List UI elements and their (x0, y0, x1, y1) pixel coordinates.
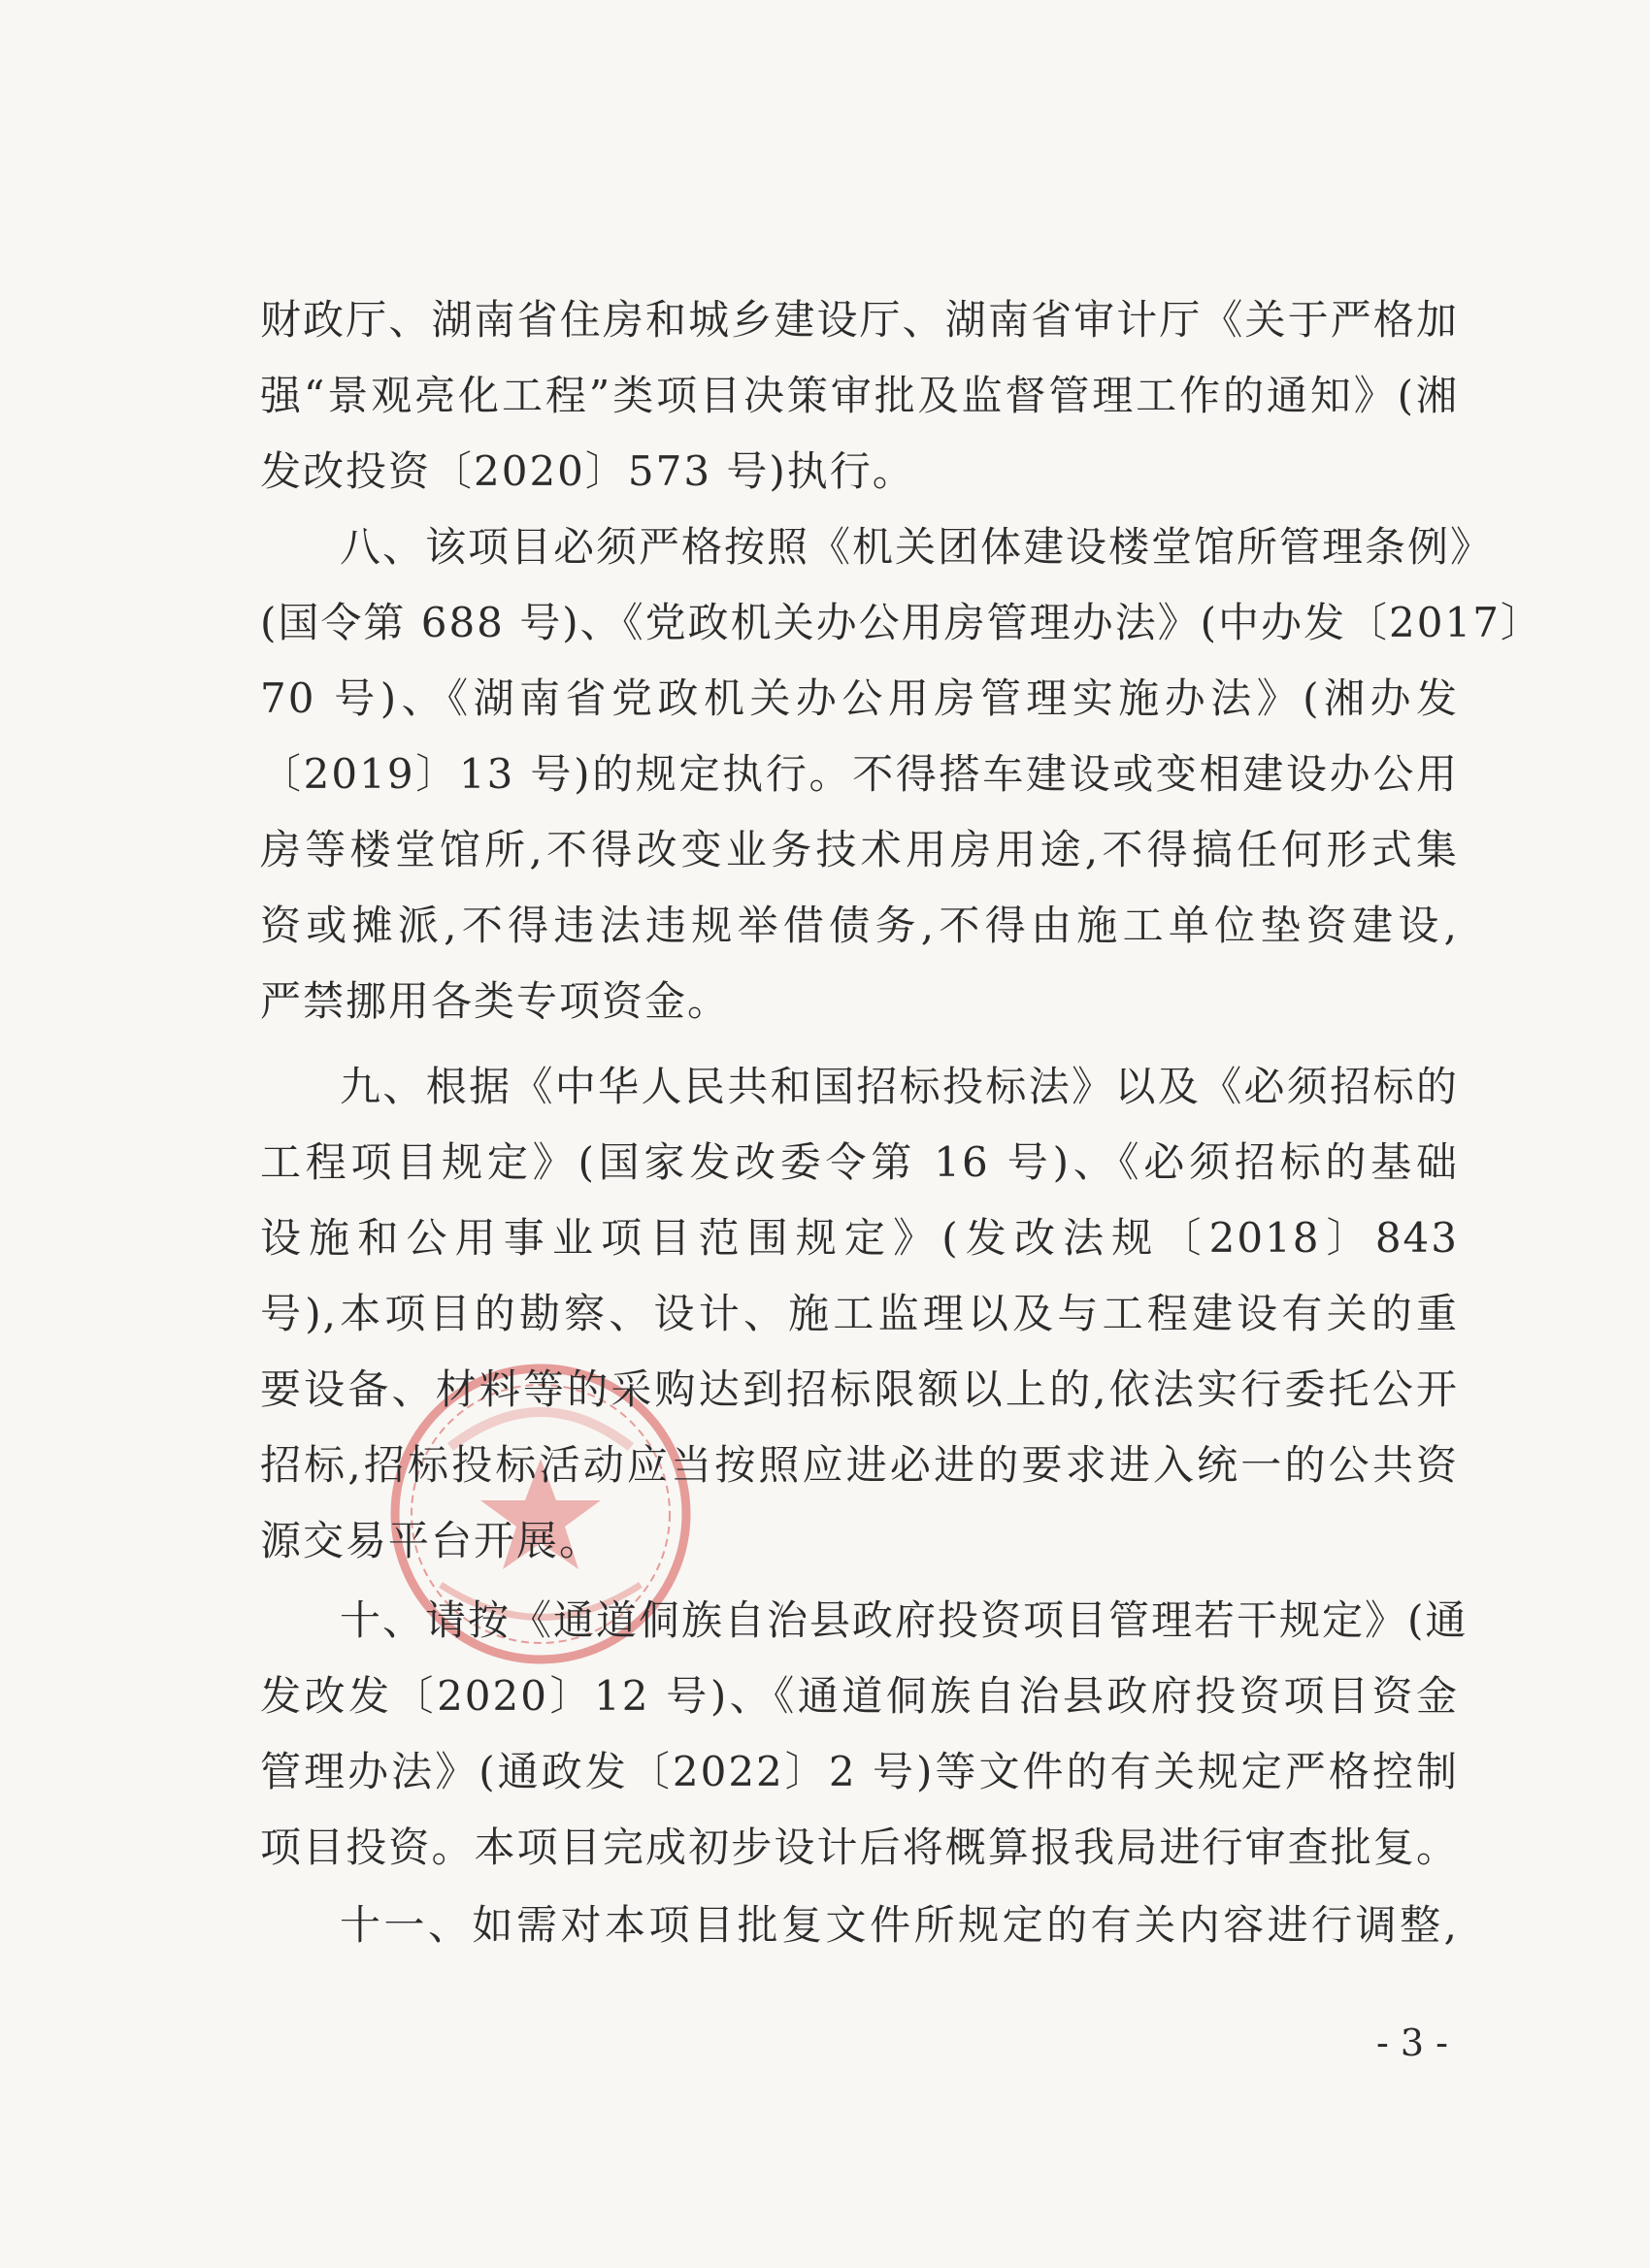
text-line: 强“景观亮化工程”类项目决策审批及监督管理工作的通知》(湘 (260, 372, 1459, 419)
text-line: (国令第 688 号)、《党政机关办公用房管理办法》(中办发〔2017〕 (260, 599, 1543, 646)
text-line: 房等楼堂馆所,不得改变业务技术用房用途,不得搞任何形式集 (260, 826, 1459, 873)
text-line: 工程项目规定》(国家发改委令第 16 号)、《必须招标的基础 (260, 1138, 1459, 1186)
text-line: 设施和公用事业项目范围规定》(发改法规〔2018〕843 (260, 1214, 1459, 1262)
text-line: 发改投资〔2020〕573 号)执行。 (260, 447, 915, 495)
text-line: 项目投资。本项目完成初步设计后将概算报我局进行审查批复。 (260, 1824, 1459, 1871)
text-line: 十一、如需对本项目批复文件所规定的有关内容进行调整, (340, 1901, 1459, 1949)
text-line: 号),本项目的勘察、设计、施工监理以及与工程建设有关的重 (260, 1290, 1459, 1337)
text-line: 要设备、材料等的采购达到招标限额以上的,依法实行委托公开 (260, 1365, 1459, 1413)
page-number: - 3 - (1375, 2021, 1448, 2064)
text-line: 财政厅、湖南省住房和城乡建设厅、湖南省审计厅《关于严格加 (260, 296, 1459, 344)
text-line: 八、该项目必须严格按照《机关团体建设楼堂馆所管理条例》 (340, 523, 1494, 571)
text-line: 〔2019〕13 号)的规定执行。不得搭车建设或变相建设办公用 (260, 750, 1459, 798)
text-line: 源交易平台开展。 (260, 1517, 603, 1564)
text-line: 管理办法》(通政发〔2022〕2 号)等文件的有关规定严格控制 (260, 1748, 1459, 1795)
text-line: 70 号)、《湖南省党政机关办公用房管理实施办法》(湘办发 (260, 674, 1459, 722)
text-line: 发改发〔2020〕12 号)、《通道侗族自治县政府投资项目资金 (260, 1672, 1459, 1720)
text-line: 招标,招标投标活动应当按照应进必进的要求进入统一的公共资 (260, 1441, 1459, 1489)
text-line: 九、根据《中华人民共和国招标投标法》以及《必须招标的 (340, 1063, 1459, 1110)
text-line: 十、请按《通道侗族自治县政府投资项目管理若干规定》(通 (340, 1596, 1468, 1644)
text-line: 严禁挪用各类专项资金。 (260, 977, 731, 1025)
text-line: 资或摊派,不得违法违规举借债务,不得由施工单位垫资建设, (260, 902, 1459, 949)
